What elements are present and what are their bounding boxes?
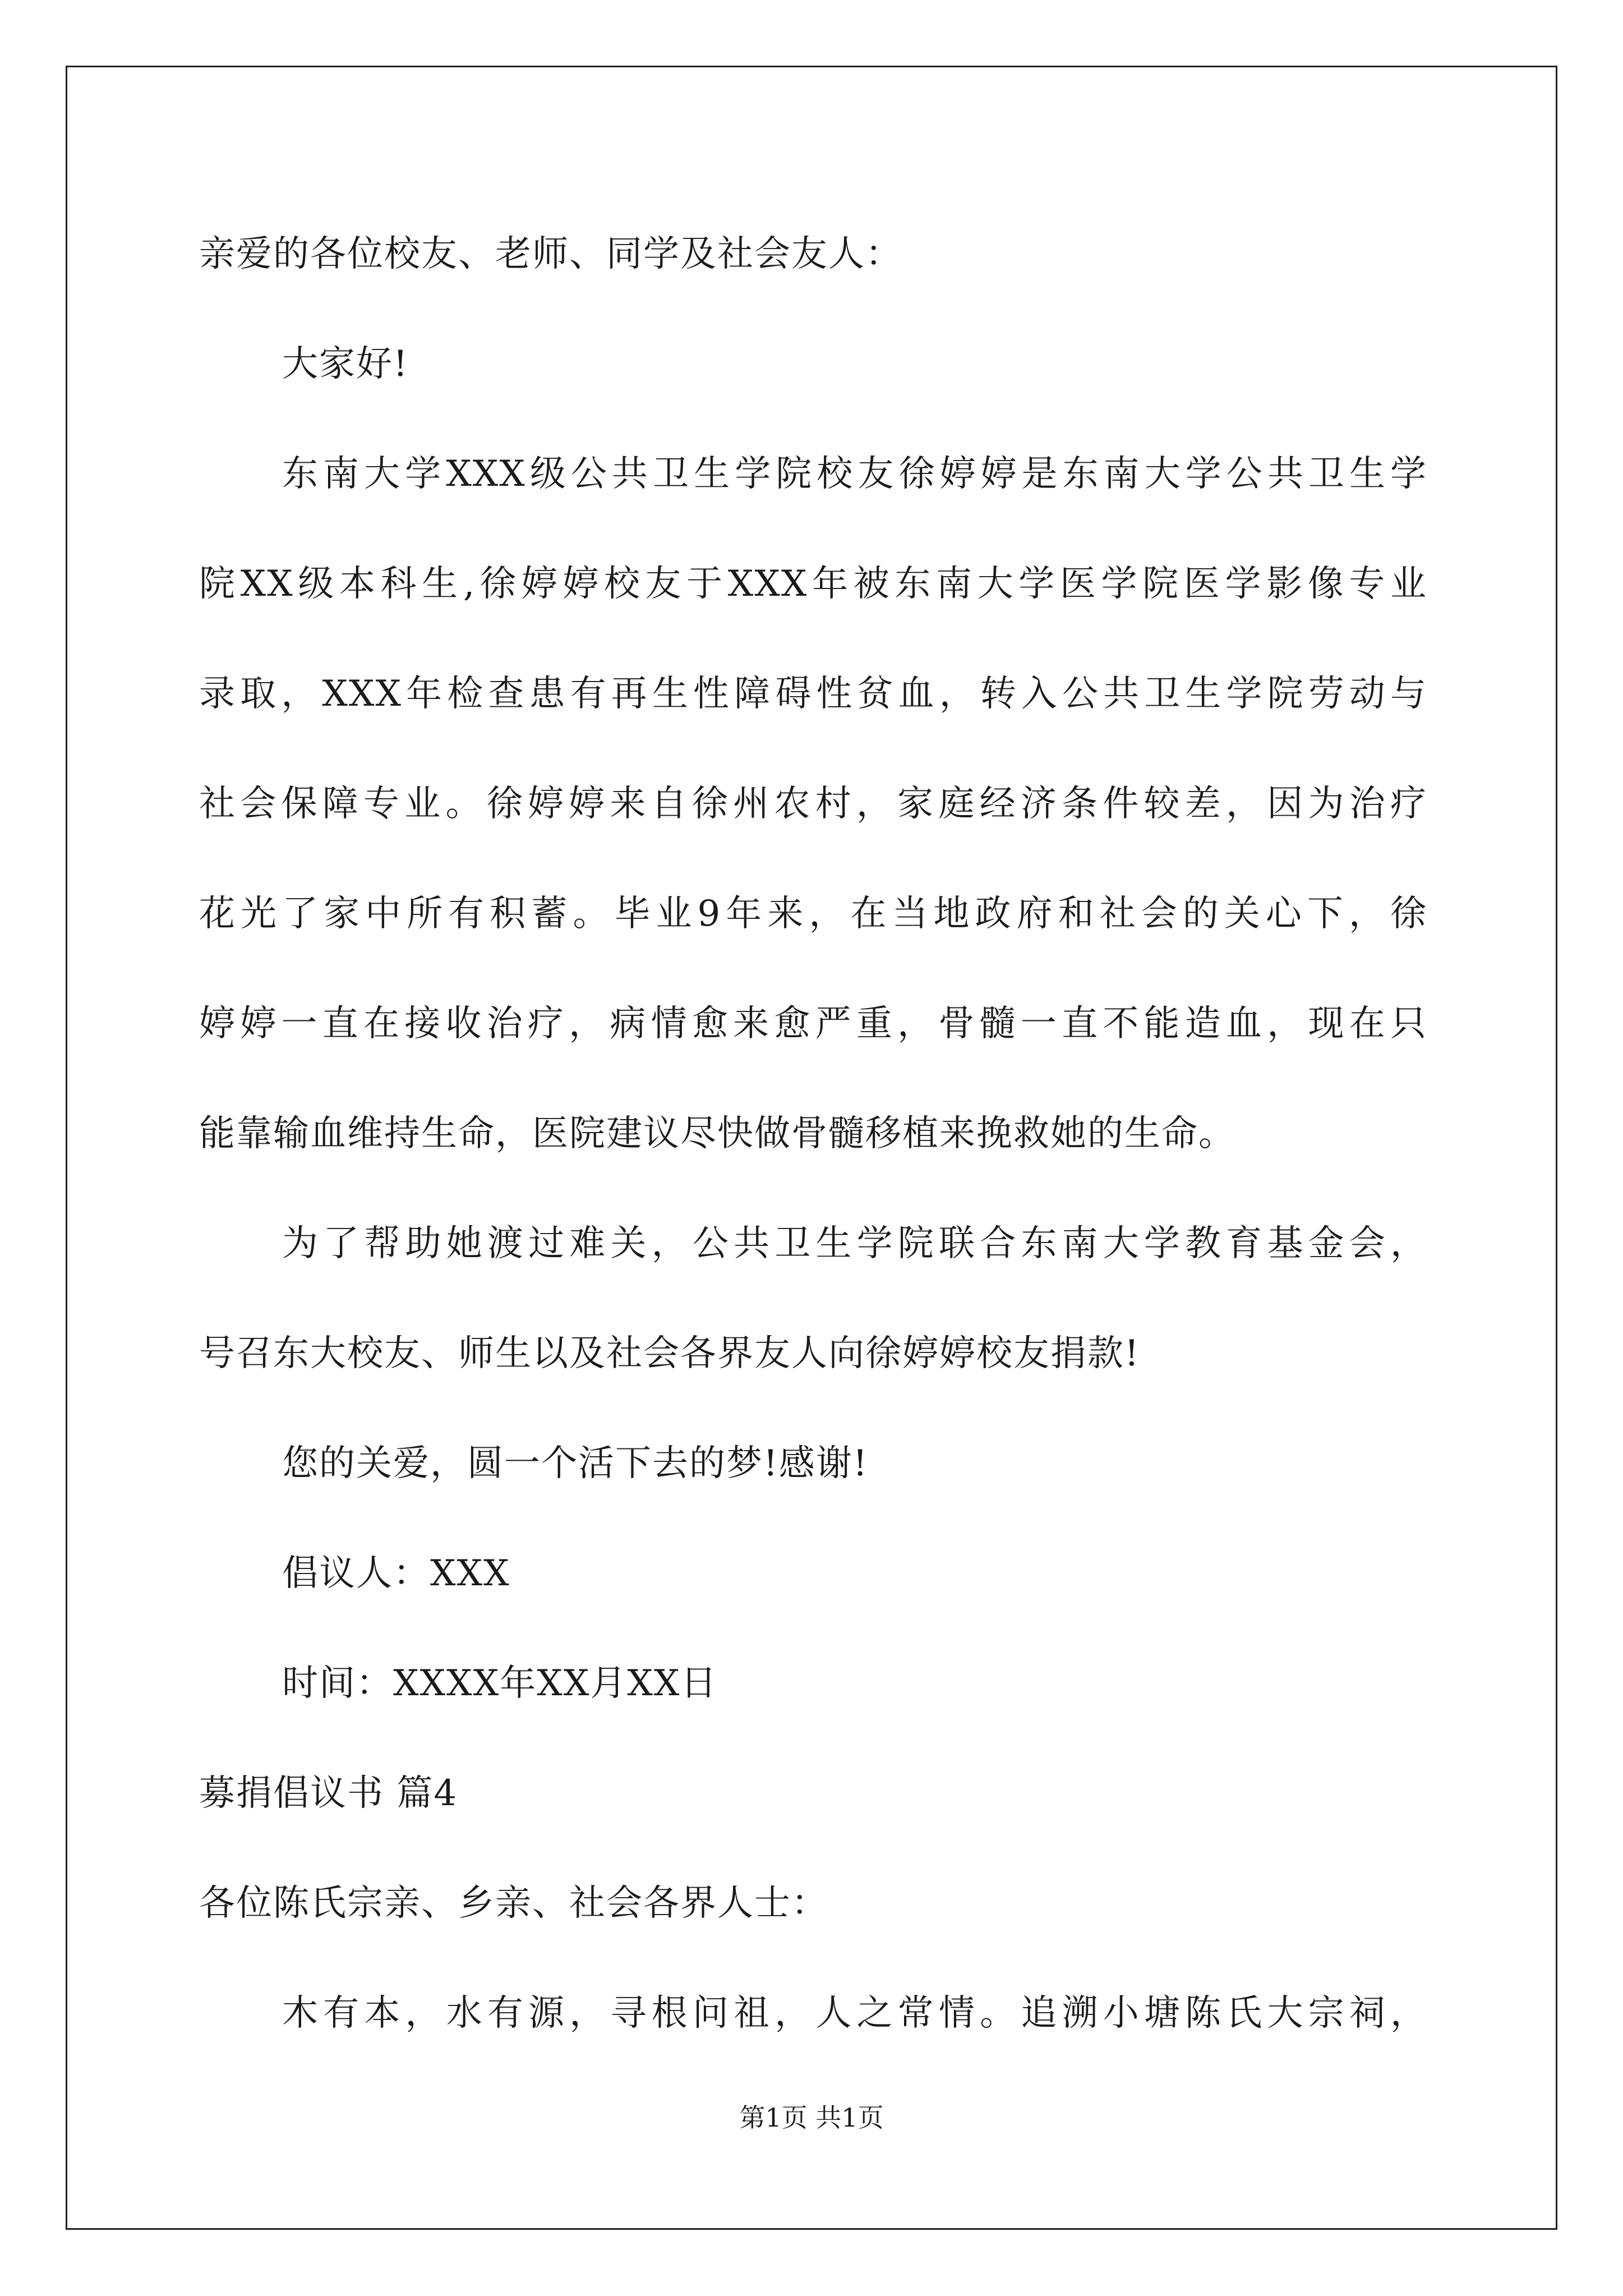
document-body bbox=[199, 0, 1455, 2296]
page-footer: 第1页 共1页 bbox=[739, 2102, 884, 2133]
paragraph-line: 能靠输血维持生命，医院建议尽快做骨髓移植来挽救她的生命。 bbox=[199, 1113, 1235, 1154]
salutation-line: 亲爱的各位校友、老师、同学及社会友人： bbox=[199, 233, 902, 275]
paragraph-line: 录取，XXX年检查患有再生性障碍性贫血，转入公共卫生学院劳动与 bbox=[199, 673, 1427, 715]
paragraph-line: 院XX级本科生,徐婷婷校友于XXX年被东南大学医学院医学影像专业 bbox=[199, 563, 1427, 605]
paragraph-line: 号召东大校友、师生以及社会各界友人向徐婷婷校友捐款! bbox=[199, 1333, 1140, 1374]
paragraph-line: 您的关爱，圆一个活下去的梦!感谢! bbox=[282, 1443, 869, 1484]
paragraph-line: 东南大学XXX级公共卫生学院校友徐婷婷是东南大学公共卫生学 bbox=[282, 453, 1427, 495]
salutation-line: 各位陈氏宗亲、乡亲、社会各界人士： bbox=[199, 1883, 828, 1924]
paragraph-line: 社会保障专业。徐婷婷来自徐州农村，家庭经济条件较差，因为治疗 bbox=[199, 783, 1427, 825]
paragraph-line: 婷婷一直在接收治疗，病情愈来愈严重，骨髓一直不能造血，现在只 bbox=[199, 1003, 1427, 1045]
date-line: 时间：XXXX年XX月XX日 bbox=[282, 1663, 718, 1704]
greeting-line: 大家好! bbox=[282, 343, 409, 385]
paragraph-line: 花光了家中所有积蓄。毕业9年来，在当地政府和社会的关心下，徐 bbox=[199, 893, 1427, 935]
paragraph-line: 为了帮助她渡过难关，公共卫生学院联合东南大学教育基金会， bbox=[282, 1223, 1427, 1264]
proposer-line: 倡议人：XXX bbox=[282, 1553, 510, 1594]
paragraph-line: 木有本，水有源，寻根问祖，人之常情。追溯小塘陈氏大宗祠， bbox=[282, 1993, 1427, 2034]
section-heading: 募捐倡议书 篇4 bbox=[199, 1773, 458, 1814]
